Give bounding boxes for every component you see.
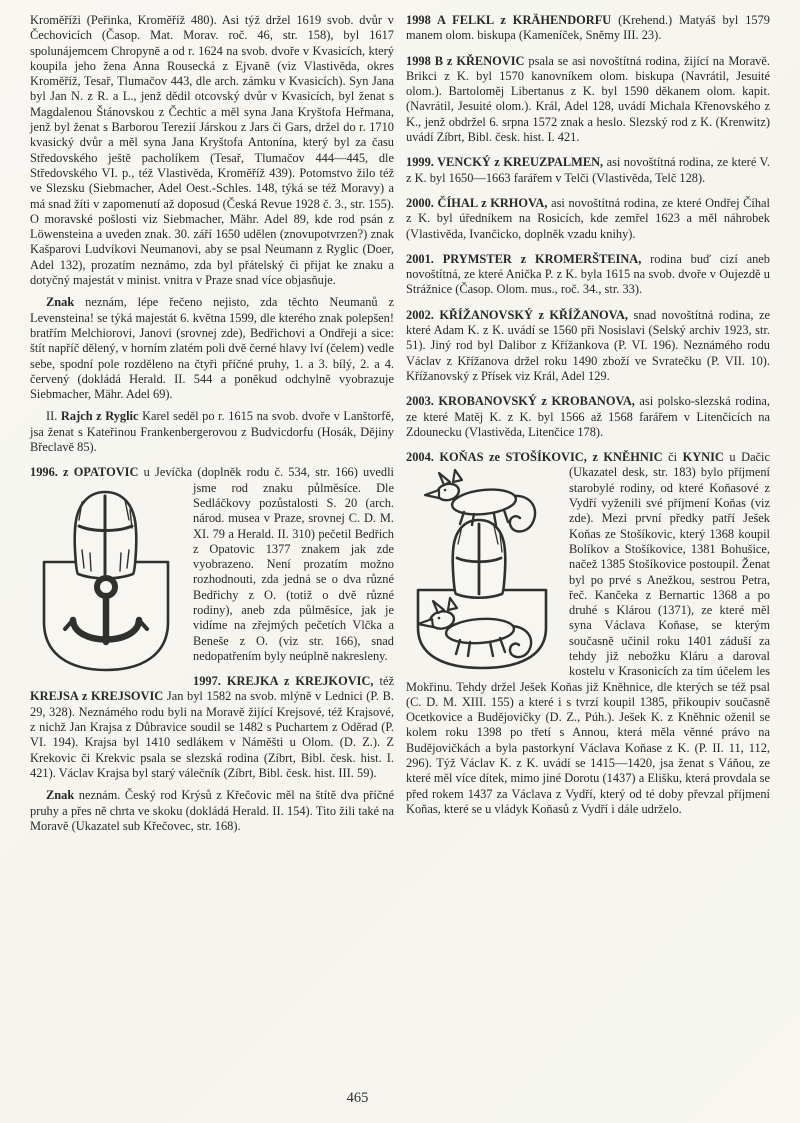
entry-2001-prymster: 2001. PRYMSTER z KROMERŠTEINA, rodina buď cizí aneb novoštítná, ze které Anička P. z K. byla 1615 na svob. dvoře v Oujezdě u Strážnice (Časop. Olom. mus., roč. 34., str. 33). xyxy=(406,251,770,297)
entry-2004-konas xyxy=(406,450,770,817)
left-column xyxy=(30,13,394,834)
entry-1996-opatovic xyxy=(30,465,394,664)
paragraph-znak-neumann: Znak neznám, lépe řečeno nejisto, zda těchto Neumanů z Levensteina! se týká majestát 6. května 1599, dle kterého znak polepšen! bratřím Melchiorovi, Janovi (srovnej zde), Bedřichovi a Ondřeji a sice: štít napříč dělený, v horním zlatém poli dvě černé hlavy lví (čelem) vedle sebe, spodní pole rozděleno na čtyři příčné pruhy, 1. a 3. bílý, 2. a 4. červený (dokládá Herald. II. 544 a poněkud odchylně vyobrazuje Siebmacher, Mähr. Adel 69). xyxy=(30,295,394,402)
entry-1996-body: str. 166) uvedli jsme rod znaku půlměsíce. Dle Sedláčkovy pozůstalosti S. 20 (arch. národ. musea v Praze, srovnej C. D. M. XI. 79 a Herald. II. 310) pečetil Bedřich z Opatovic 1377 znakem jak zde vyobrazeno. Není prozatím možno rozhodnouti, zda jedná se o dva různé Bedřichy z O. (totiž o dvě různé rodiny), aneb zda půlměsíce, jak je vidíme na zřejmých pečetích Vlčka a Beneše z O. (viz str. 166), snad nedopatřením byly neúplně nakresleny. xyxy=(193,465,394,663)
great-helm-icon xyxy=(75,492,137,579)
konas-arms-illustration xyxy=(406,468,558,670)
great-helm-icon xyxy=(453,520,506,598)
entry-2002-krizanovsky: 2002. KŘÍŽANOVSKÝ z KŘÍŽANOVA, snad novoštítná rodina, ze které Adam K. z K. uvádí se 1560 při Nosislavi (Selský archiv 1923, str. 51). Jiný rod byl Dalibor z Křížankova (P. VI. 196). Neznámého rodu Václav z Křížanova držel roku 1490 zboží ve Svratečku (P. VII. 10). Křížanovský z Přísek viz Král, Adel 129. xyxy=(406,307,771,383)
entry-2000-cihal: 2000. ČÍHAL z KRHOVA, asi novoštítná rodina, ze které Ondřej Číhal z K. byl úředníkem na Rosicích, kde zemřel 1623 a měl náhrobek (Vlastivěda, Ivančicko, doplněk vzadu knihy). xyxy=(406,195,770,241)
right-column xyxy=(406,13,770,834)
paragraph-rajch-z-ryglic: II. Rajch z Ryglic Karel seděl po r. 1615 na svob. dvoře v Lanštorfě, jsa ženat s Kateřinou Frankenbergerovou z Budvicdorfu (Hosák, Dějiny Břeclavě 85). xyxy=(30,409,394,455)
paragraph-continuation: Kroměříži (Peřinka, Kroměříž 480). Asi týž držel 1619 svob. dvůr v Čechovicích (Časop. Mat. Morav. roč. 46, str. 158), byl 1617 spolunájemcem Chropyně a od r. 1624 na svob. dvoře v Kvasicích, který koupila jeho žena Anna Rousecká z Ejvaně (viz Vlastivěda, okres Kroměříž, Tesař, Tlumačov 443, dle arch. zámku v Kvasicích). Syn Jana byl Jan N. z R. a L., jenž dědil otcovský dvůr v Kvasicích, byl ženat s Magdalenou Štánovskou z Čechtic a měl syna Jana Kryštofa Heřmana, jenž byl ženat s Barborou Terezií Járskou z Jars či Gars, držel do r. 1710 kvasický dvůr a měl syna Jana Kryštofa Antonína, který byl za času Středovského ještě pacholíkem (Tesař, Tlumačov 444—445, dle Středovského VI. p., též Vlastivěda, Kroměříž 439). Potomstvo žilo též ve Slezsku (Siebmacher, Adel Oest.-Schles. 148, týká se též Moravy) a má snad žíti v zapomenutí až doposud (Česká Revue 1928 č. 3., str. 155). O moravské pošlosti viz Siebmacher, Mähr. Adel 89, kde rod psán z Löwensteina a uveden znak. 30. září 1650 udělen (znovupotvrzen?) znak Kašparovi Ludvíkovi Neumanovi, aby se psal Neumann z Ryglic (Doer, Adel 132), prozatím neznámo, zda byl přátelský či přijat ke znaku a dotyčný majestát v minist. vnitra v Praze snad více objasňuje. xyxy=(30,13,394,288)
entry-1996-head: 1996. z OPATOVIC u Jevíčka (doplněk rodu č. 534, xyxy=(30,465,316,480)
entry-2004-body: KYNIC u Dačic (Ukazatel desk, str. 183) bylo příjmení starobylé rodiny, od které Koňasové z Vydří vyženili své příjmení Koňas (viz zde). Mezi první předky patří Ješek Koňas ze Stošíkovic, který 1368 koupil Bolíkov a Stošíkovice, 1381 Bohušice, načež 1385 Stošíkovice postoupil. Ženat byl po prvé s Anežkou, sestrou Petra, řeč. Kančeka z Bernartic 1368 a po druhé s Klárou (1371), ze které měl syna Václava Koňase, se kterým současně učinil roku 1401 záduší za tehdy již nebožku Kláru a daroval kostelu v Krasonicích za tím účelem les Mokřinu. Tehdy držel Ješek Koňas již Kněhnice, dle kterých se též psal (C. D. M. XIII. 155) a které i s tvrzí koupil 1385, přikoupiv současně Ocetkovice a Budějovičky (D. Z., Púh.). Ješek K. z Kněhnic oženil se kolem roku 1398 po třetí s Annou, která měla věnné právo na Budějovičkách a byla pastorkyní Václava Koňase z K. (P. II. 11, 112, 296). Týž Václav K. z K. uvádí se 1415—1420, jsa ženat s Váňou, ze které měl více dítek, mimo jiné Dorotu (1437) a Elišku, která provdala se před rokem 1437 za Václava z Vydří, který od té doby převzal příjmení Koňas, které se u vládyk Koňasů z Vydří i dále udrželo. xyxy=(406,450,771,816)
paragraph-znak-krysove: Znak neznám. Český rod Krýsů z Křečovic měl na štítě dva příčné pruhy a přes ně chrta ve skoku (dokládá Herald. II. 154). Tito žili také na Moravě (Ukazatel sub Křečovec, str. 168). xyxy=(30,788,394,833)
entry-2003-krobanovsky: 2003. KROBANOVSKÝ z KROBANOVA, asi polsko-slezská rodina, ze které Matěj K. z K. byl 1566 až 1568 farářem v Litenčicích na Zdounecku (Vlastivěda, Litenčice 178). xyxy=(406,394,770,439)
entry-2004-head: 2004. KOŇAS ze STOŠÍKOVIC, z KNĚHNIC či xyxy=(406,450,683,465)
opatovic-arms-illustration xyxy=(30,484,182,676)
page-number: 465 xyxy=(346,1090,369,1106)
entry-1998b-krenovic: 1998 B z KŘENOVIC psala se asi novoštítná rodina, žijící na Moravě. Brikci z K. byl 1570 kanovníkem olom. biskupa (Navrátil, Jesuité olom.). Bartoloměj Libertanus z K. byl 1590 děkanem olom. kapit. (Navrátil, Jesuité olom.). Král, Adel 128, uvádí Michala Křenovského z K., jenž obdržel 6. srpna 1572 znak a heslo. Slezský rod z K. (Krenwitz) uvádí Zíbrt, Bibl. česk. hist. I. 421. xyxy=(406,53,770,145)
entry-1997-krejka: 1997. KREJKA z KREJKOVIC, též KREJSA z KREJSOVIC Jan byl 1582 na svob. mlýně v Lednici (P. B. 29, 328). Neznámého rodu byli na Moravě žijící Krejsové, též Krajsové, z nichž Jan Krajsa z Důbravice soudil se 1482 s Puchartem z Oděrad (P. VI. 194). Krajsa byl 1410 sedlákem v Náměšti u Olom. (D. Z.). Z Krekovic či Krekvic psala se slezská rodina (Zíbrt, Bibl. česk. hist. I. 421). Václav Krajsa byl starý válečník (Zíbrt, Bibl. česk. hist. III. 59). xyxy=(30,674,394,780)
entry-1998a-felkl: 1998 A FELKL z KRÄHENDORFU (Krehend.) Matyáš byl 1579 manem olom. biskupa (Kameníček, Sněmy III. 23). xyxy=(406,13,770,43)
entry-1999-vencky: 1999. VENCKÝ z KREUZPALMEN, asi novoštítná rodina, ze které V. z K. byl 1650—1663 farářem v Telči (Vlastivěda, Telč 128). xyxy=(406,155,770,185)
